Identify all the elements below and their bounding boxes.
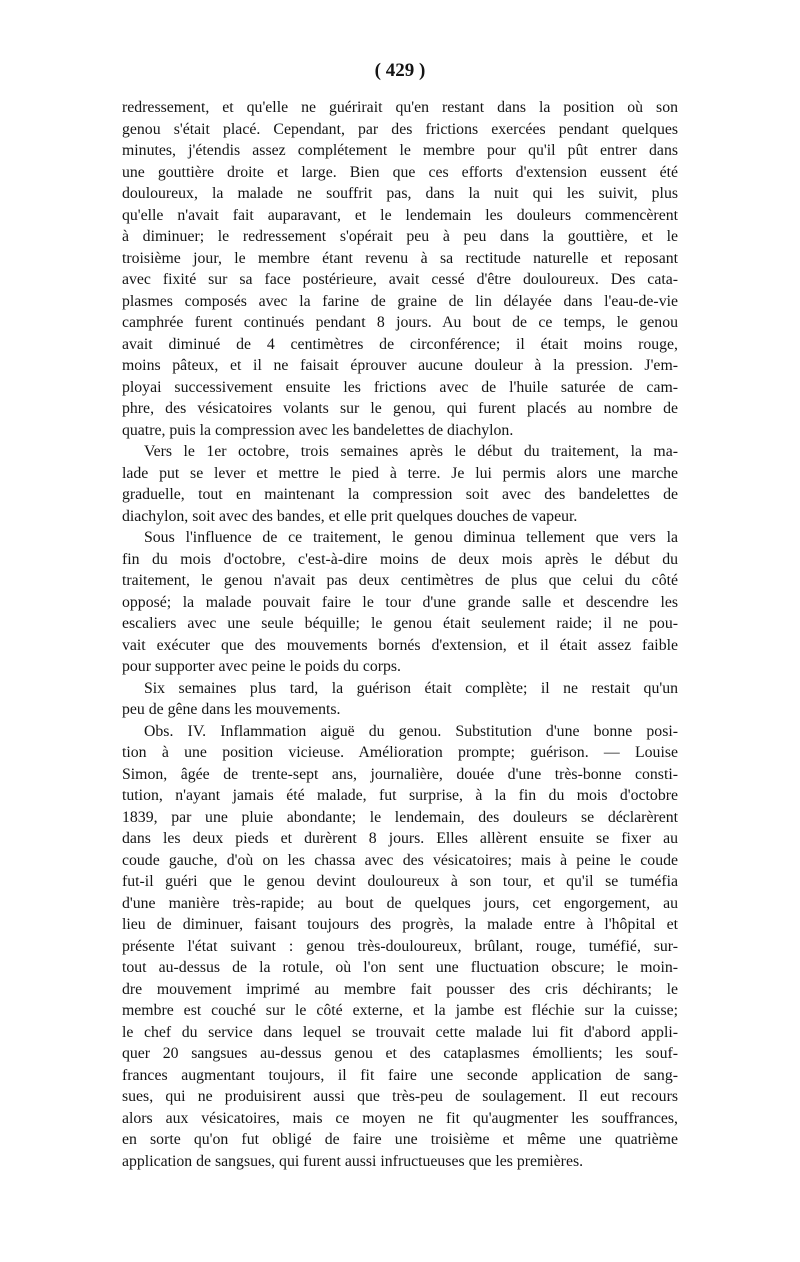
text-line: 1839, par une pluie abondante; le lendemain, des douleurs se déclarèrent [122, 808, 678, 826]
text-line: peu de gêne dans les mouvements. [122, 701, 341, 718]
text-line: alors aux vésicatoires, mais ce moyen ne fit qu'augmenter les souffrances, [122, 1109, 678, 1127]
text-line: quatre, puis la compression avec les bandelettes de diachylon. [122, 421, 514, 439]
text-line: fut-il guéri que le genou devint douloureux à son tour, et qu'il se tuméfia [122, 873, 678, 890]
text-line: dre mouvement imprimé au membre fait pousser des cris déchirants; le [122, 980, 678, 998]
text-line: tion à une position vicieuse. Amélioration prompte; guérison. — Louise [122, 744, 678, 761]
text-line: dans les deux pieds et durèrent 8 jours. Elles allèrent ensuite se fixer au [122, 830, 678, 847]
text-line: quer 20 sangsues au-dessus genou et des cataplasmes émollients; les souf- [122, 1045, 678, 1062]
page-number: ( 429 ) [374, 60, 426, 81]
text-line: membre est couché sur le côté externe, et la jambe est fléchie sur la cuisse; [122, 1002, 678, 1019]
text-line: coude gauche, d'où on les chassa avec des vésicatoires; mais à peine le coude [122, 851, 678, 869]
text-line: en sorte qu'on fut obligé de faire une troisième et même une quatrième [122, 1131, 678, 1148]
text-line: qu'elle n'avait fait auparavant, et le lendemain les douleurs commencèrent [122, 206, 678, 224]
text-line: le chef du service dans lequel se trouvait cette malade lui fit d'abord appli- [122, 1023, 678, 1041]
text-line: redressement, et qu'elle ne guérirait qu'en restant dans la position où son [122, 99, 678, 116]
text-line: présente l'état suivant : genou très-douloureux, brûlant, rouge, tuméfié, sur- [122, 937, 678, 955]
text-line: diachylon, soit avec des bandes, et elle prit quelques douches de vapeur. [122, 507, 578, 525]
text-line: traitement, le genou n'avait pas deux centimètres de plus que celui du côté [122, 572, 678, 589]
text-line: sues, qui ne produisirent aussi que très-peu de soulagement. Il eut recours [122, 1088, 678, 1105]
text-line: pour supporter avec peine le poids du corps. [122, 658, 401, 675]
text-line: vait exécuter que des mouvements bornés d'extension, et il était assez faible [122, 636, 678, 654]
text-line: opposé; la malade pouvait faire le tour d'une grande salle et descendre les [122, 593, 678, 611]
text-line: application de sangsues, qui furent aussi infructueuses que les premières. [122, 1152, 584, 1170]
text-line: genou s'était placé. Cependant, par des frictions exercées pendant quelques [122, 120, 678, 138]
text-line: phre, des vésicatoires volants sur le genou, qui furent placés au nombre de [122, 400, 678, 417]
text-line: Six semaines plus tard, la guérison était complète; il ne restait qu'un [144, 679, 678, 697]
text-line: camphrée furent continués pendant 8 jours. Au bout de ce temps, le genou [122, 314, 678, 331]
text-line: frances augmentant toujours, il fit faire une seconde application de sang- [122, 1066, 678, 1084]
text-line: fin du mois d'octobre, c'est-à-dire moins de deux mois après le début du [122, 550, 678, 568]
text-line: ployai successivement ensuite les frictions avec de l'huile saturée de cam- [122, 378, 678, 396]
text-line: une gouttière droite et large. Bien que ces efforts d'extension eussent été [122, 163, 678, 181]
text-line: Vers le 1er octobre, trois semaines après le début du traitement, la ma- [144, 443, 678, 460]
text-line: escaliers avec une seule béquille; le genou était seulement raide; il ne pou- [122, 615, 678, 632]
text-line: à diminuer; le redressement s'opérait peu à peu dans la gouttière, et le [122, 228, 678, 245]
text-line: douloureux, la malade ne souffrit pas, dans la nuit qui les suivit, plus [122, 185, 678, 202]
text-line: d'une manière très-rapide; au bout de quelques jours, cet engorgement, au [122, 894, 678, 912]
text-line: minutes, j'étendis assez complétement le membre pour qu'il pût entrer dans [122, 142, 678, 159]
text-line: lieu de diminuer, faisant toujours des progrès, la malade entre à l'hôpital et [122, 916, 678, 933]
text-line: Simon, âgée de trente-sept ans, journalière, douée d'une très-bonne consti- [122, 765, 678, 783]
text-line: avec fixité sur sa face postérieure, avait cessé d'être douloureux. Des cata- [122, 271, 678, 288]
text-line: avait diminué de 4 centimètres de circonférence; il était moins rouge, [122, 335, 678, 353]
text-line: tout au-dessus de la rotule, où l'on sent une fluctuation obscure; le moin- [122, 959, 678, 976]
text-line: moins pâteux, et il ne faisait éprouver aucune douleur à la pression. J'em- [122, 357, 678, 374]
text-line: Sous l'influence de ce traitement, le genou diminua tellement que vers la [144, 529, 678, 546]
text-line: troisième jour, le membre étant revenu à sa rectitude naturelle et reposant [122, 249, 678, 267]
text-line: lade put se lever et mettre le pied à terre. Je lui permis alors une marche [122, 464, 678, 482]
text-line: tution, n'ayant jamais été malade, fut surprise, à la fin du mois d'octobre [122, 787, 678, 804]
text-line: graduelle, tout en maintenant la compression soit avec des bandelettes de [122, 486, 678, 503]
text-line: plasmes composés avec la farine de graine de lin délayée dans l'eau-de-vie [122, 292, 678, 310]
body-text [122, 97, 678, 1172]
text-line: Obs. IV. Inflammation aiguë du genou. Substitution d'une bonne posi- [144, 722, 678, 740]
